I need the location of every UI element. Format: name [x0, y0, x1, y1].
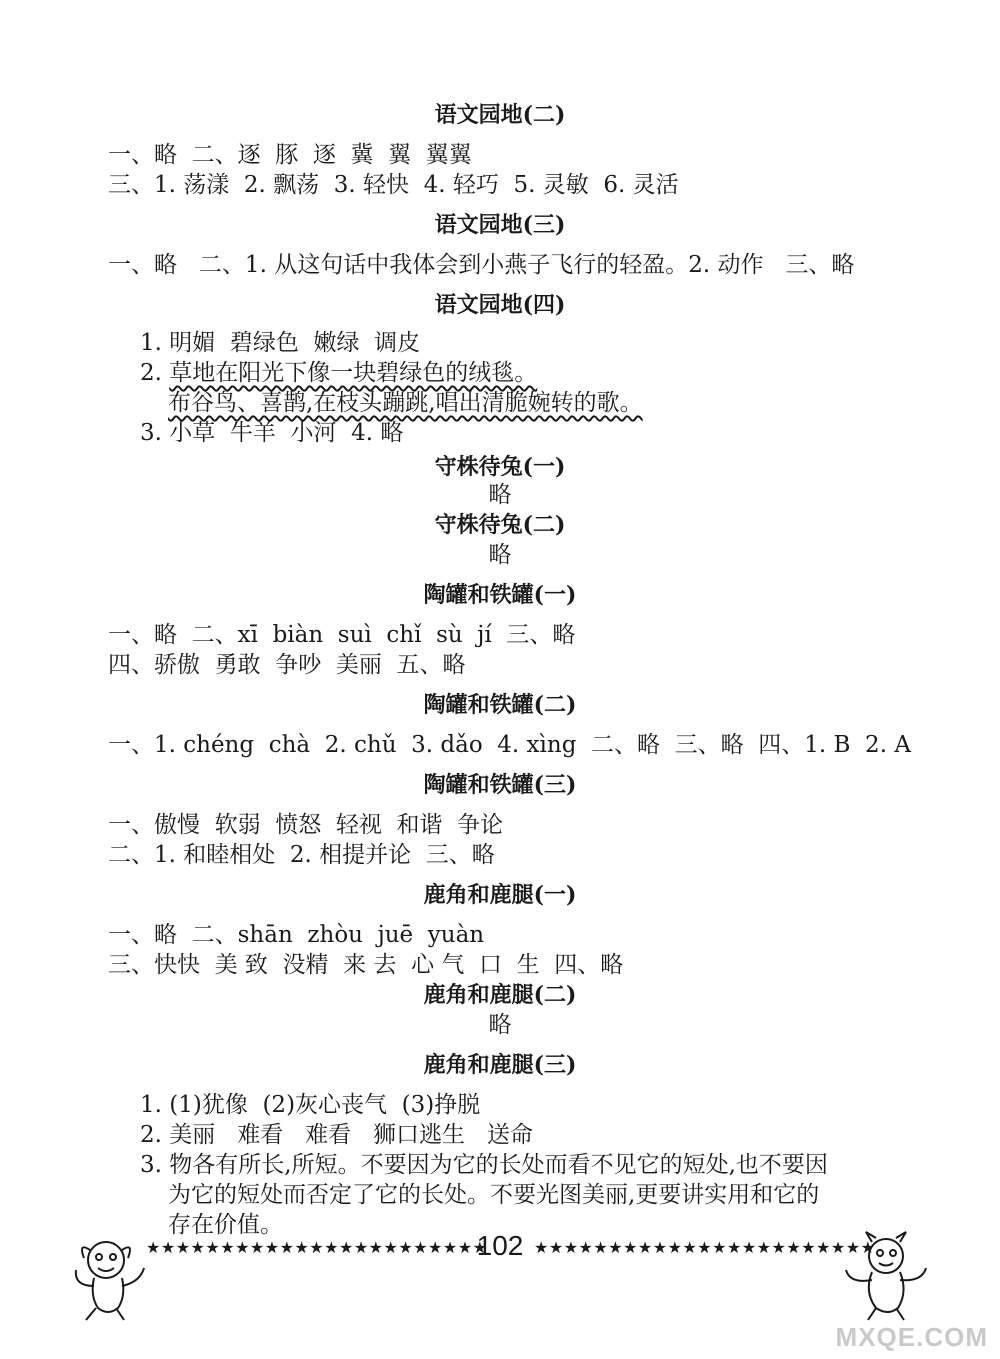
- answer-line: 存在价值。: [168, 1212, 283, 1238]
- section-title: 守株待兔(二): [434, 512, 566, 538]
- answer-line: 3. 物各有所长,所短。不要因为它的长处而看不见它的短处,也不要因: [140, 1152, 828, 1178]
- underlined-answer: 草地在阳光下像一块碧绿色的绒毯。: [169, 360, 538, 386]
- star-divider-right: ★★★★★★★★★★★★★★★★★★★★★★★: [534, 1238, 876, 1257]
- star-divider-left: ★★★★★★★★★★★★★★★★★★★★★★★: [146, 1238, 488, 1257]
- answer-line: [140, 358, 537, 388]
- answer-line: 一、略 二、shān zhòu juē yuàn: [108, 922, 485, 948]
- answer-line: 1. (1)犹像 (2)灰心丧气 (3)挣脱: [140, 1092, 481, 1118]
- answer-line: 1. 明媚 碧绿色 嫩绿 调皮: [140, 330, 421, 356]
- answer-line: 略: [488, 482, 512, 508]
- section-title: 鹿角和鹿腿(三): [423, 1052, 577, 1078]
- answer-line: 一、略 二、xī biàn suì chǐ sù jí 三、略: [108, 622, 576, 648]
- answer-line: 2. 美丽 难看 难看 狮口逃生 送命: [140, 1122, 533, 1148]
- answer-line: 一、略 二、1. 从这句话中我体会到小燕子飞行的轻盈。2. 动作 三、略: [108, 252, 855, 278]
- answer-line: 四、骄傲 勇敢 争吵 美丽 五、略: [108, 652, 466, 678]
- section-title: 守株待兔(一): [434, 454, 566, 480]
- section-title: 语文园地(二): [434, 102, 566, 128]
- answer-line: [168, 388, 643, 418]
- watermark: MXQE.COM: [835, 1322, 988, 1352]
- section-title: 陶罐和铁罐(一): [423, 582, 577, 608]
- section-title: 鹿角和鹿腿(二): [423, 982, 577, 1008]
- cartoon-monkey-left-icon: [66, 1230, 156, 1325]
- section-title: 鹿角和鹿腿(一): [423, 882, 577, 908]
- answer-line: 一、傲慢 软弱 愤怒 轻视 和谐 争论: [108, 812, 504, 838]
- answer-line: 略: [488, 542, 512, 568]
- answer-line: 二、1. 和睦相处 2. 相提并论 三、略: [108, 842, 495, 868]
- answer-line: 略: [488, 1012, 512, 1038]
- section-title: 陶罐和铁罐(二): [423, 692, 577, 718]
- section-title: 语文园地(四): [434, 292, 566, 318]
- answer-line: 三、1. 荡漾 2. 飘荡 3. 轻快 4. 轻巧 5. 灵敏 6. 灵活: [108, 172, 679, 198]
- section-title: 语文园地(三): [434, 212, 566, 238]
- answer-line: 三、快快 美 致 没精 来 去 心 气 口 生 四、略: [108, 952, 624, 978]
- answer-line: 3. 小草 牛羊 小河 4. 略: [140, 420, 404, 446]
- underlined-answer: 布谷鸟、喜鹊,在枝头蹦跳,唱出清脆婉转的歌。: [168, 390, 643, 416]
- answer-line: 一、略 二、逐 豚 逐 冀 翼 翼翼: [108, 142, 472, 168]
- answer-line: 为它的短处而否定了它的长处。不要光图美丽,更要讲实用和它的: [168, 1182, 820, 1208]
- answer-line: 一、1. chéng chà 2. chǔ 3. dǎo 4. xìng 二、略 三、略 四、1. B 2. A: [108, 732, 911, 758]
- item-number: 2.: [140, 360, 170, 386]
- section-title: 陶罐和铁罐(三): [423, 772, 577, 798]
- page-number: 102: [476, 1230, 524, 1261]
